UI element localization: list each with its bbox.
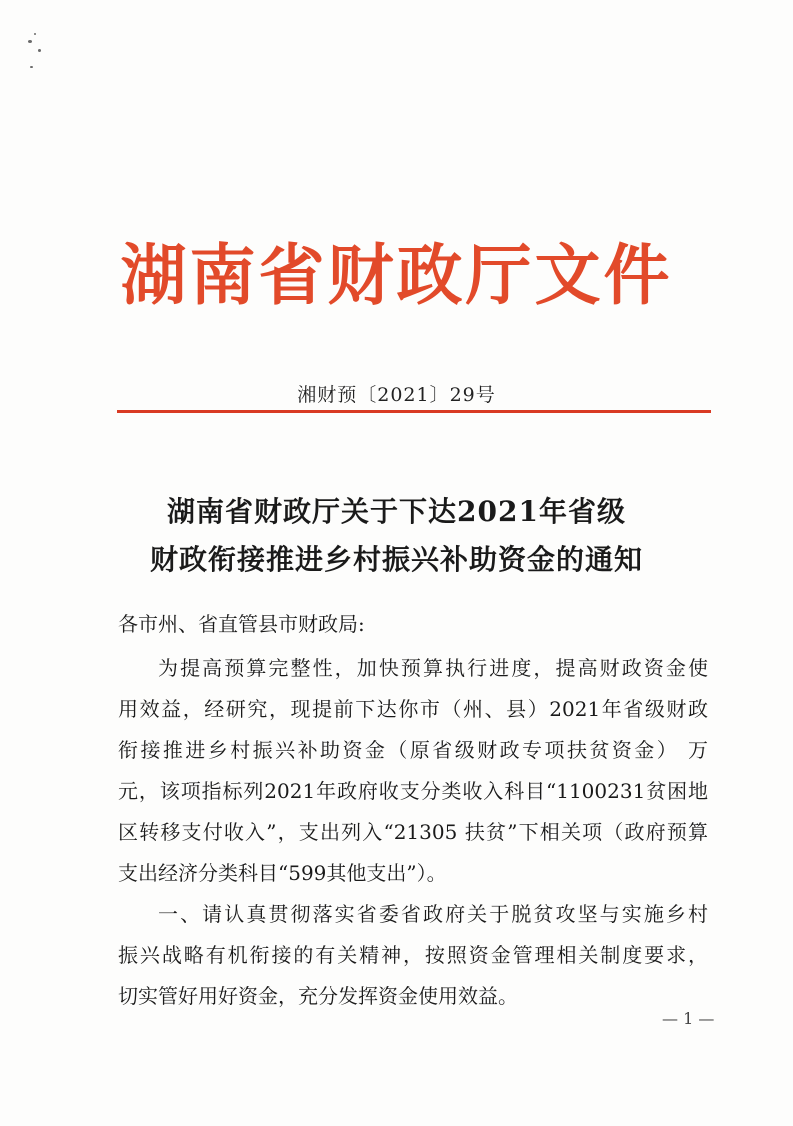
paragraph-1-line: 支出经济分类科目“599其他支出”）。 xyxy=(118,861,447,885)
document-number: 湘财预〔2021〕29号 xyxy=(297,384,496,406)
paragraph-2-line: 切实管好用好资金，充分发挥资金使用效益。 xyxy=(118,984,518,1008)
red-separator-line xyxy=(117,410,711,413)
paragraph-1-line: 为提高预算完整性，加快预算执行进度，提高财政资金使 xyxy=(158,656,708,680)
issuer-header-title: 湖南省财政厅文件 xyxy=(120,237,673,314)
paragraph-2-line: 一、请认真贯彻落实省委省政府关于脱贫攻坚与实施乡村 xyxy=(158,902,708,926)
scan-speck xyxy=(38,49,41,52)
notice-title-line-2: 财政衔接推进乡村振兴补助资金的通知 xyxy=(149,543,643,576)
scan-speck xyxy=(34,33,36,35)
paragraph-2-line: 振兴战略有机衔接的有关精神，按照资金管理相关制度要求， xyxy=(118,943,708,967)
scan-speck xyxy=(28,40,32,43)
page-number: — 1 — xyxy=(662,1009,715,1028)
paragraph-1-line: 衔接推进乡村振兴补助资金（原省级财政专项扶贫资金） 万 xyxy=(118,738,708,762)
paragraph-1-line: 元，该项指标列2021年政府收支分类收入科目“1100231贫困地 xyxy=(118,779,708,803)
scan-speck xyxy=(30,66,33,68)
paragraph-1-line: 用效益，经研究，现提前下达你市（州、县）2021年省级财政 xyxy=(118,697,708,721)
addressee: 各市州、省直管县市财政局: xyxy=(118,612,365,636)
notice-title-line-1: 湖南省财政厅关于下达2021年省级 xyxy=(167,495,626,528)
paragraph-1-line: 区转移支付收入”，支出列入“21305 扶贫”下相关项（政府预算 xyxy=(118,820,708,844)
